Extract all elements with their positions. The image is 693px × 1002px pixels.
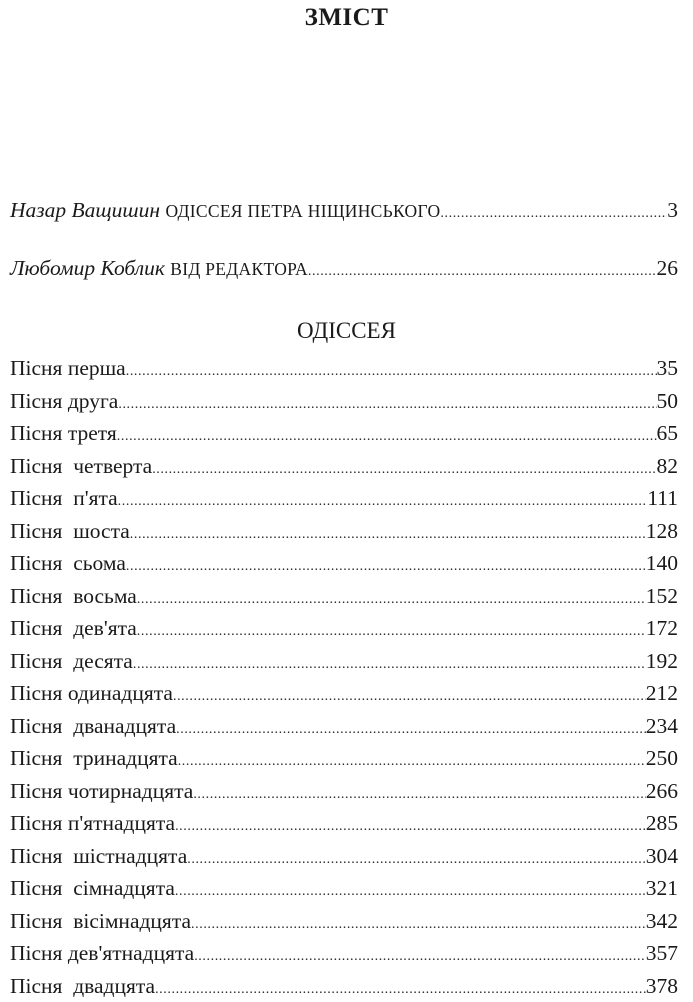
- entry-page: 250: [645, 746, 678, 770]
- toc-entry-song[interactable]: [10, 937, 678, 969]
- dot-leader: [155, 970, 646, 1002]
- entry-page: 3: [667, 198, 678, 222]
- dot-leader: [173, 677, 646, 709]
- toc-entry-song[interactable]: [10, 417, 678, 449]
- page-title: ЗМІСТ: [304, 4, 389, 31]
- entry-title: Пісня п'ятнадцята: [10, 811, 176, 835]
- dot-leader: [126, 547, 646, 579]
- toc-entry-song[interactable]: [10, 612, 678, 644]
- entry-page: 357: [645, 941, 678, 965]
- section-heading: ОДІССЕЯ: [297, 318, 396, 343]
- entry-page: 192: [645, 648, 678, 673]
- dot-leader: [440, 194, 667, 226]
- entry-author: Любомир Коблик: [10, 256, 165, 280]
- dot-leader: [152, 450, 656, 482]
- toc-entry-song[interactable]: [10, 515, 678, 547]
- dot-leader: [193, 775, 645, 807]
- dot-leader: [187, 840, 646, 872]
- entry-title: Пісня одинадцята: [10, 681, 173, 705]
- entry-page: 321: [645, 876, 678, 900]
- entry-title: Пісня дванадцята: [10, 713, 177, 738]
- dot-leader: [130, 515, 646, 547]
- entry-page: 50: [656, 388, 678, 413]
- toc-entry-editor[interactable]: [10, 252, 678, 284]
- toc-entry-song[interactable]: [10, 807, 678, 839]
- entry-page: 266: [645, 778, 678, 803]
- entry-page: 234: [645, 713, 678, 738]
- toc-entry-song[interactable]: [10, 742, 678, 774]
- entry-title: ВІД РЕДАКТОРА: [170, 259, 308, 279]
- toc-entry-song[interactable]: [10, 905, 678, 937]
- toc-entry-song[interactable]: [10, 840, 678, 872]
- toc-entry-song[interactable]: [10, 482, 678, 514]
- entry-page: 65: [656, 421, 678, 445]
- entry-title: Пісня сімнадцята: [10, 876, 175, 900]
- entry-page: 128: [645, 518, 678, 543]
- dot-leader: [118, 482, 648, 514]
- dot-leader: [117, 417, 657, 449]
- entry-page: 285: [645, 811, 678, 835]
- entry-page: 82: [656, 453, 678, 478]
- dot-leader: [118, 385, 656, 417]
- dot-leader: [137, 612, 646, 644]
- entry-page: 35: [656, 356, 678, 380]
- toc-entry-song[interactable]: [10, 352, 678, 384]
- entry-title: Пісня сьома: [10, 551, 126, 575]
- toc-entry-song[interactable]: [10, 710, 678, 742]
- toc-entry-song[interactable]: [10, 775, 678, 807]
- toc-entry-song[interactable]: [10, 645, 678, 677]
- entry-page: 172: [645, 616, 678, 640]
- dot-leader: [178, 742, 646, 774]
- dot-leader: [126, 352, 657, 384]
- entry-title: Пісня чотирнадцята: [10, 778, 194, 803]
- entry-title: Пісня восьма: [10, 583, 137, 608]
- dot-leader: [175, 872, 646, 904]
- dot-leader: [175, 807, 646, 839]
- entry-page: 140: [645, 551, 678, 575]
- entry-title: Пісня третя: [10, 421, 117, 445]
- dot-leader: [191, 905, 646, 937]
- toc-entry-song[interactable]: [10, 970, 678, 1002]
- toc-entry-song[interactable]: [10, 677, 678, 709]
- entry-title: ОДІССЕЯ ПЕТРА НІЩИНСЬКОГО: [165, 201, 441, 221]
- entry-author: Назар Ващишин: [10, 198, 161, 222]
- entry-title: Пісня шоста: [10, 518, 130, 543]
- entry-title: Пісня друга: [10, 388, 119, 413]
- entry-title: Пісня перша: [10, 356, 126, 380]
- entry-title: Пісня двадцята: [10, 973, 156, 998]
- entry-page: 26: [656, 256, 678, 280]
- toc-entry-song[interactable]: [10, 872, 678, 904]
- toc-entry-song[interactable]: [10, 547, 678, 579]
- toc-entry-intro[interactable]: [10, 194, 678, 226]
- entry-title: Пісня вісімнадцята: [10, 908, 192, 933]
- dot-leader: [194, 937, 646, 969]
- dot-leader: [133, 645, 646, 677]
- entry-page: 111: [647, 486, 678, 510]
- dot-leader: [308, 252, 657, 284]
- toc-entry-song[interactable]: [10, 385, 678, 417]
- entry-page: 152: [645, 583, 678, 608]
- entry-title: Пісня десята: [10, 648, 133, 673]
- dot-leader: [137, 580, 646, 612]
- entry-title: Пісня тринадцята: [10, 746, 178, 770]
- entry-title: Пісня п'ята: [10, 486, 118, 510]
- entry-page: 342: [645, 908, 678, 933]
- entry-title: Пісня дев'ята: [10, 616, 137, 640]
- entry-title: Пісня шістнадцята: [10, 843, 188, 868]
- entry-page: 378: [645, 973, 678, 998]
- toc-entry-song[interactable]: [10, 580, 678, 612]
- entry-title: Пісня дев'ятнадцята: [10, 941, 195, 965]
- toc-entry-song[interactable]: [10, 450, 678, 482]
- entry-page: 212: [645, 681, 678, 705]
- entry-title: Пісня четверта: [10, 453, 153, 478]
- entry-page: 304: [645, 843, 678, 868]
- dot-leader: [176, 710, 646, 742]
